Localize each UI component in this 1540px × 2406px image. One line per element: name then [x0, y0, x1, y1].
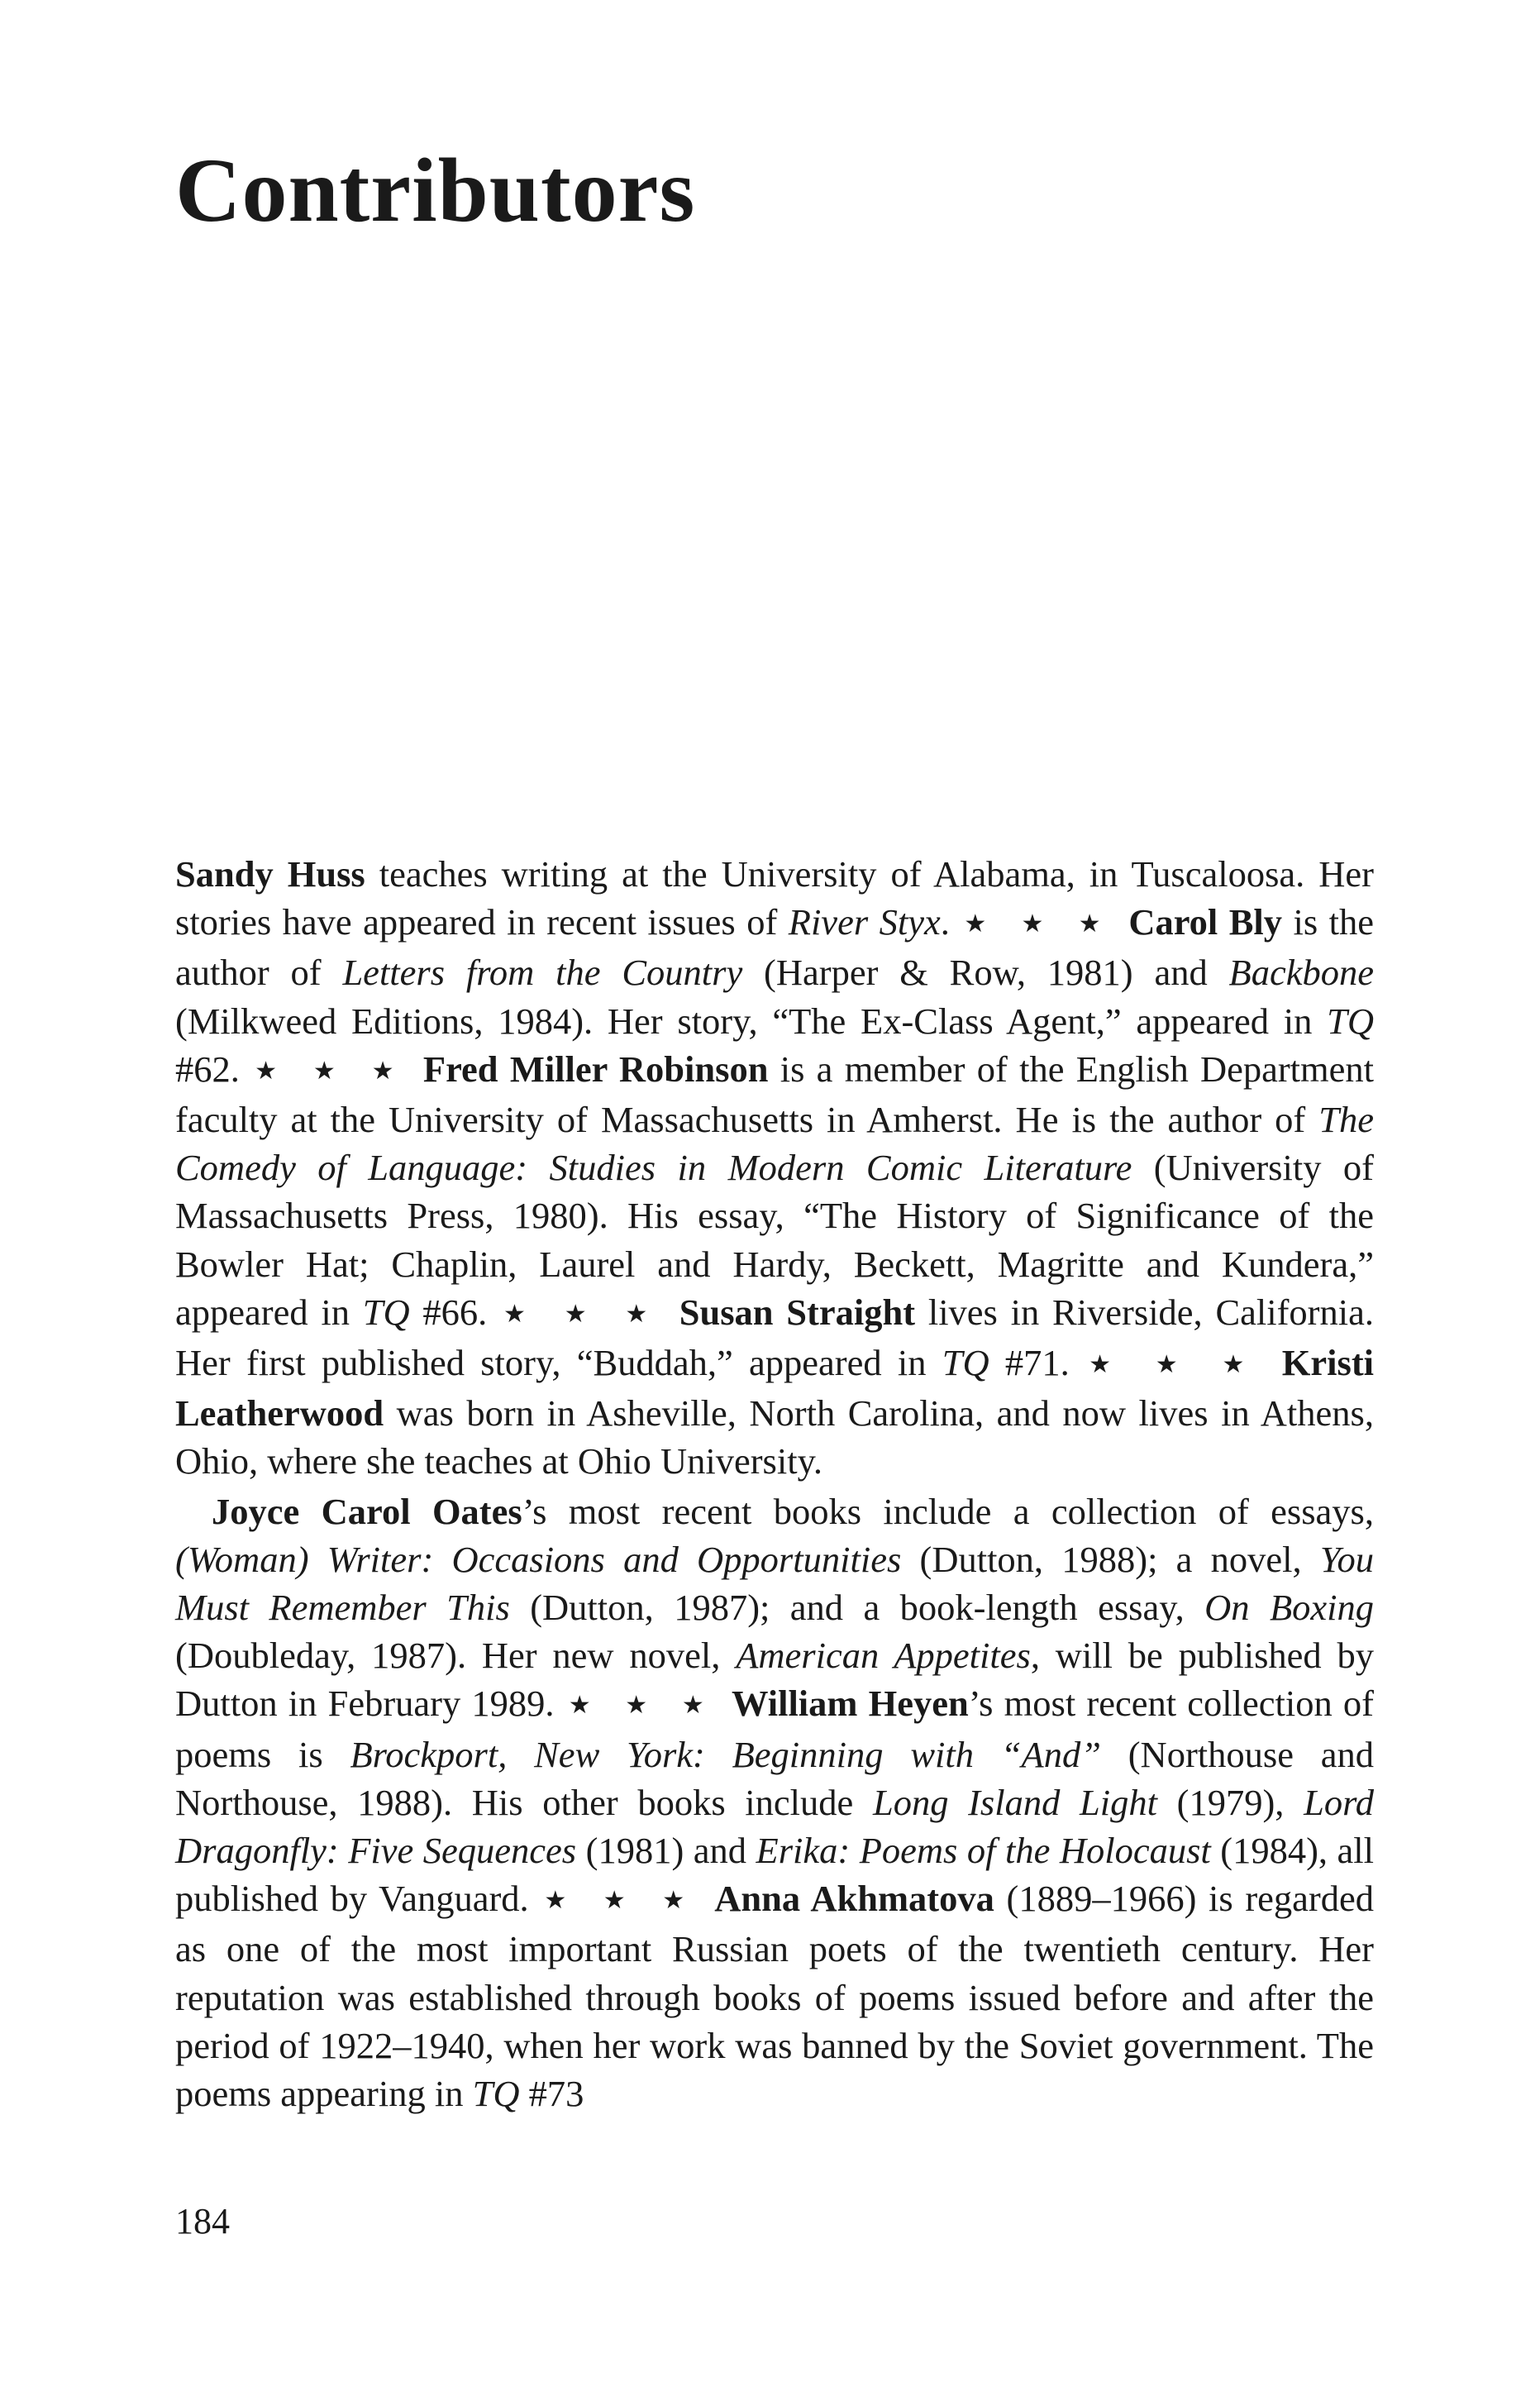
star-separator: ★ ★ ★ — [964, 909, 1114, 939]
page-number: 184 — [175, 2201, 230, 2241]
contributor-name: Susan Straight — [679, 1291, 916, 1333]
star-separator: ★ ★ ★ — [1089, 1350, 1263, 1380]
star-separator: ★ ★ ★ — [568, 1691, 718, 1721]
contributor-name: Kristi Leatherwood — [175, 1342, 1375, 1435]
contributor-name: Joyce Carol Oates — [212, 1490, 522, 1532]
star-separator: ★ ★ ★ — [255, 1056, 408, 1086]
paragraph-1: Sandy Huss teaches writing at the University of Alabama, in Tuscaloosa. Her stories have appeared in recent issues of River Styx. ★ ★ ★ Carol Bly is the author of Letters from the Country (Harper & Row, 1981) and Backbone (Milkweed Editions, 1984). Her story, “The Ex-Class Agent,” appeared in TQ #62. ★ ★ ★ Fred Miller Robinson is a member of the English Department faculty at the University of Massachusetts in Amherst. He is the author of The Comedy of Language: Studies in Modern Comic Literature (University of Massachusetts Press, 1980). His essay, “The History of Significance of the Bowler Hat; Chaplin, Laurel and Hardy, Beckett, Magritte and Kundera,” appeared in TQ #66. ★ ★ ★ Susan Straight lives in Riverside, California. Her first published story, “Buddah,” appeared in TQ #71. ★ ★ ★ Kristi Leatherwood was born in Asheville, North Carolina, and now lives in Athens, Ohio, where she teaches at Ohio University. — [175, 853, 1375, 1482]
contributor-name: Sandy Huss — [175, 853, 365, 895]
contributor-name: Carol Bly — [1128, 901, 1283, 943]
page-title: Contributors — [175, 140, 696, 241]
star-separator: ★ ★ ★ — [503, 1299, 663, 1329]
star-separator: ★ ★ ★ — [544, 1886, 699, 1916]
contributor-name: Anna Akhmatova — [714, 1878, 994, 1920]
contributor-name: William Heyen — [732, 1683, 969, 1725]
contributor-name: Fred Miller Robinson — [422, 1048, 769, 1090]
contributors-body — [175, 850, 1374, 2117]
paragraph-2: Joyce Carol Oates’s most recent books include a collection of essays, (Woman) Writer: Occasions and Opportunities (Dutton, 1988); a novel, You Must Remember This (Dutton, 1987); and a book-length essay, On Boxing (Doubleday, 1987). Her new novel, American Appetites, will be published by Dutton in February 1989. ★ ★ ★ William Heyen’s most recent collection of poems is Brockport, New York: Beginning with “And” (Northouse and Northouse, 1988). His other books include Long Island Light (1979), Lord Dragonfly: Five Sequences (1981) and Erika: Poems of the Holocaust (1984), all published by Vanguard. ★ ★ ★ Anna Akhmatova (1889–1966) is regarded as one of the most important Russian poets of the twentieth century. Her reputation was established through books of poems issued before and after the period of 1922–1940, when her work was banned by the Soviet government. The poems appearing in TQ #73 — [175, 1490, 1375, 2115]
